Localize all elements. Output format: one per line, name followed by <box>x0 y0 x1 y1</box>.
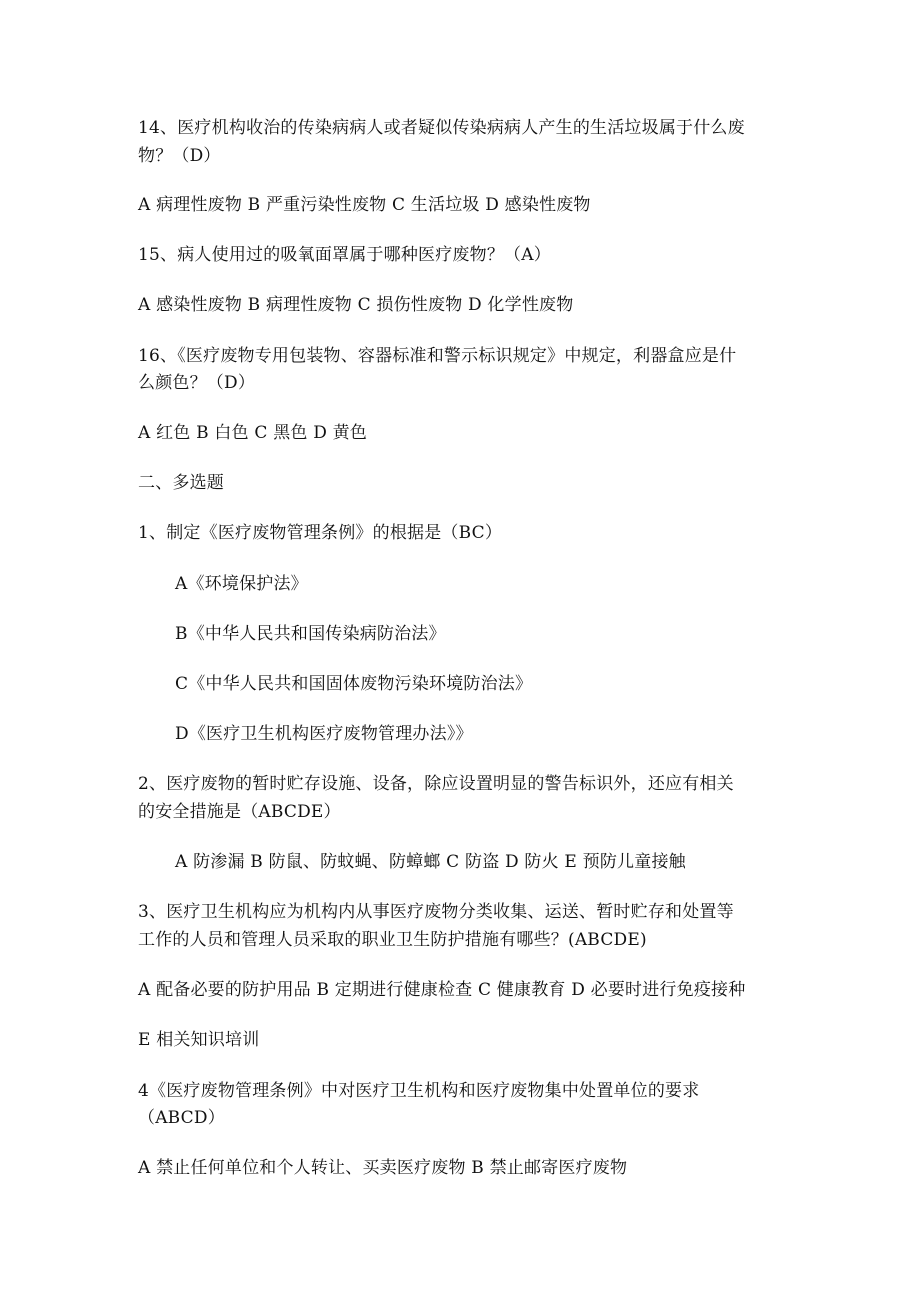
m3-options-line1: A 配备必要的防护用品 B 定期进行健康检查 C 健康教育 D 必要时进行免疫接种 <box>138 980 746 1000</box>
m2-text-line1: 2、医疗废物的暂时贮存设施、设备，除应设置明显的警告标识外，还应有相关 <box>138 774 734 794</box>
m1-option-d: D《医疗卫生机构医疗废物管理办法》》 <box>175 724 473 744</box>
m4-options: A 禁止任何单位和个人转让、买卖医疗废物 B 禁止邮寄医疗废物 <box>138 1158 628 1178</box>
m1-option-b: B《中华人民共和国传染病防治法》 <box>175 624 446 644</box>
q16-options: A 红色 B 白色 C 黑色 D 黄色 <box>138 423 368 443</box>
m3-text-line1: 3、医疗卫生机构应为机构内从事医疗废物分类收集、运送、暂时贮存和处置等 <box>138 902 734 922</box>
m1-text: 1、制定《医疗废物管理条例》的根据是（BC） <box>138 523 503 543</box>
m4-text-line1: 4《医疗废物管理条例》中对医疗卫生机构和医疗废物集中处置单位的要求 <box>138 1081 700 1101</box>
q14-text-line2: 物？（D） <box>138 146 221 166</box>
m4-text-line2: （ABCD） <box>138 1108 225 1128</box>
q14-options: A 病理性废物 B 严重污染性废物 C 生活垃圾 D 感染性废物 <box>138 195 591 215</box>
m3-text-line2: 工作的人员和管理人员采取的职业卫生防护措施有哪些？(ABCDE) <box>138 930 647 950</box>
m2-options: A 防渗漏 B 防鼠、防蚊蝇、防蟑螂 C 防盗 D 防火 E 预防儿童接触 <box>175 852 686 872</box>
m2-text-line2: 的安全措施是（ABCDE） <box>138 802 341 822</box>
m1-option-c: C《中华人民共和国固体废物污染环境防治法》 <box>175 674 533 694</box>
m1-option-a: A《环境保护法》 <box>175 574 308 594</box>
q14-text-line1: 14、医疗机构收治的传染病病人或者疑似传染病病人产生的生活垃圾属于什么废 <box>138 118 745 138</box>
q16-text-line2: 么颜色？（D） <box>138 373 256 393</box>
section-heading-multiple-choice: 二、多选题 <box>138 473 224 493</box>
q15-text: 15、病人使用过的吸氧面罩属于哪种医疗废物？（A） <box>138 245 551 265</box>
q16-text-line1: 16、《医疗废物专用包装物、容器标准和警示标识规定》中规定，利器盒应是什 <box>138 346 737 366</box>
m3-options-line2: E 相关知识培训 <box>138 1030 260 1050</box>
q15-options: A 感染性废物 B 病理性废物 C 损伤性废物 D 化学性废物 <box>138 295 574 315</box>
